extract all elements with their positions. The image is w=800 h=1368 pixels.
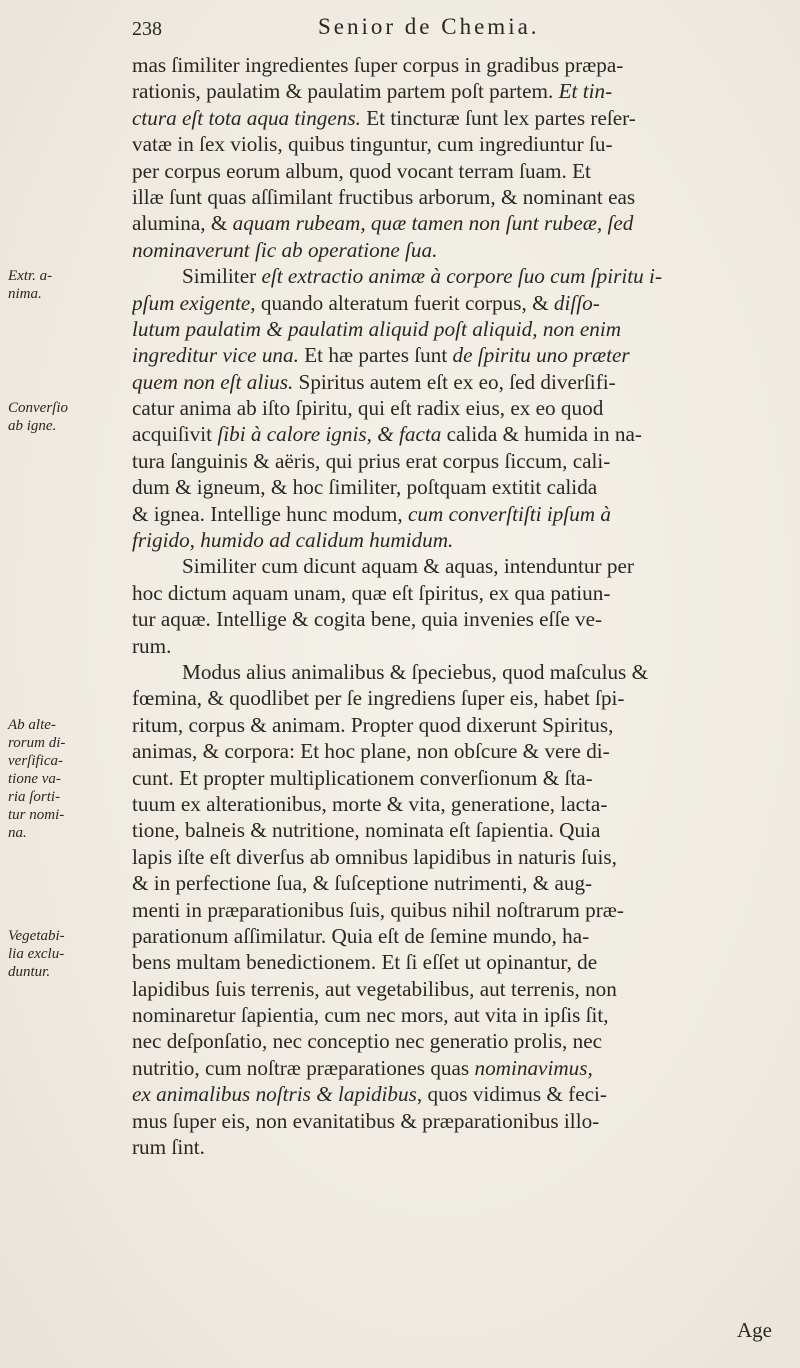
- text-line: [132, 210, 782, 236]
- italic-text: cum converſtiſti ipſum à: [407, 501, 611, 526]
- roman-text: alumina, &: [132, 211, 233, 236]
- text-line: [132, 976, 782, 1002]
- text-line: [132, 1108, 782, 1134]
- roman-text: lapis iſte eſt diverſus ab omnibus lapidibus in naturis ſuis,: [132, 844, 617, 869]
- margin-note: Vegetabi- lia exclu- duntur.: [8, 928, 65, 981]
- roman-text: Modus alius animalibus & ſpeciebus, quod maſculus &: [182, 659, 649, 684]
- catchword: Age: [737, 1318, 772, 1342]
- roman-text: & in perfectione ſua, & ſuſceptione nutrimenti, & aug-: [132, 871, 593, 896]
- text-line: [132, 712, 782, 738]
- text-line: [132, 765, 782, 791]
- roman-text: animas, & corpora: Et hoc plane, non obſcure & vere di-: [132, 739, 610, 764]
- italic-text: frigido, humido ad calidum humidum.: [132, 528, 454, 553]
- running-title: Senior de Chemia.: [318, 14, 540, 39]
- text-line: [132, 1002, 782, 1028]
- running-head: [132, 14, 772, 44]
- roman-text: , quando alteratum fuerit corpus, &: [250, 290, 554, 315]
- roman-text: lapidibus ſuis terrenis, aut vegetabilibus, aut terrenis, non: [132, 976, 617, 1001]
- italic-text: nominaverunt ſic ab operatione ſua.: [132, 237, 438, 262]
- roman-text: Et tincturæ ſunt lex partes reſer-: [360, 105, 636, 130]
- text-line: [132, 633, 782, 659]
- text-line: [132, 949, 782, 975]
- roman-text: Spiritus autem eſt ex eo, ſed diverſifi-: [293, 369, 616, 394]
- roman-text: rum.: [132, 633, 172, 658]
- roman-text: catur anima ab iſto ſpiritu, qui eſt radix eius, ex eo quod: [132, 396, 604, 421]
- roman-text: acquiſivit: [132, 422, 218, 447]
- roman-text: tur aquæ. Intellige & cogita bene, quia invenies eſſe ve-: [132, 607, 603, 632]
- text-line: [132, 817, 782, 843]
- italic-text: pſum exigente: [132, 290, 251, 315]
- text-line: [132, 1055, 782, 1081]
- roman-text: menti in præparationibus ſuis, quibus nihil noſtrarum præ-: [132, 897, 624, 922]
- text-line: [132, 1028, 782, 1054]
- italic-text: lutum paulatim & paulatim aliquid poſt aliquid, non enim: [132, 316, 622, 341]
- roman-text: mus ſuper eis, non evanitatibus & præparationibus illo-: [132, 1108, 600, 1133]
- roman-text: bens multam benedictionem. Et ſi eſſet ut opinantur, de: [132, 950, 598, 975]
- roman-text: mas ſimiliter ingredientes ſuper corpus in gradibus præpa-: [132, 53, 624, 77]
- text-line: [132, 52, 782, 78]
- roman-text: fœmina, & quodlibet per ſe ingrediens ſuper eis, habet ſpi-: [132, 686, 625, 711]
- text-line: [132, 290, 782, 316]
- text-line: [132, 421, 782, 447]
- text-line: [132, 1081, 782, 1107]
- roman-text: cunt. Et propter multiplicationem converſionum & ſta-: [132, 765, 593, 790]
- roman-text: nec deſponſatio, nec conceptio nec generatio prolis, nec: [132, 1029, 603, 1054]
- text-line: [132, 369, 782, 395]
- text-line: [132, 791, 782, 817]
- roman-text: hoc dictum aquam unam, quæ eſt ſpiritus, ex qua patiun-: [132, 580, 611, 605]
- margin-note: Ab alte- rorum di- verſifica- tione va- ria ſorti- tur nomi- na.: [8, 717, 66, 841]
- roman-text: , quos vidimus & feci-: [416, 1082, 607, 1107]
- text-line: [132, 158, 782, 184]
- italic-text: de ſpiritu uno præter: [452, 343, 630, 368]
- text-line: [132, 395, 782, 421]
- italic-text: ex animalibus noſtris & lapidibus: [132, 1082, 417, 1107]
- roman-text: ritum, corpus & animam. Propter quod dixerunt Spiritus,: [132, 712, 614, 737]
- text-line: [132, 474, 782, 500]
- italic-text: quem non eſt alius.: [132, 369, 294, 394]
- text-line: [132, 184, 782, 210]
- roman-text: rum ſint.: [132, 1135, 205, 1160]
- margin-note: Converſio ab igne.: [8, 400, 68, 435]
- text-line: [132, 237, 782, 263]
- italic-text: eſt extractio animæ à corpore ſuo cum ſpiritu i-: [261, 264, 662, 289]
- roman-text: nutritio, cum noſtræ præparationes quas: [132, 1055, 475, 1080]
- roman-text: calida & humida in na-: [441, 422, 642, 447]
- page-number: 238: [132, 18, 162, 40]
- roman-text: & ignea. Intellige hunc modum,: [132, 501, 408, 526]
- roman-text: rationis, paulatim & paulatim partem poſt partem.: [132, 79, 559, 104]
- roman-text: Similiter cum dicunt aquam & aquas, intenduntur per: [182, 554, 634, 579]
- roman-text: vatæ in ſex violis, quibus tinguntur, cum ingrediuntur ſu-: [132, 132, 613, 157]
- text-line: [132, 580, 782, 606]
- text-line: [132, 1134, 782, 1160]
- text-line: [132, 870, 782, 896]
- text-line: [132, 527, 782, 553]
- text-line: [132, 606, 782, 632]
- roman-text: per corpus eorum album, quod vocant terram ſuam. Et: [132, 158, 591, 183]
- roman-text: Et hæ partes ſunt: [298, 343, 453, 368]
- roman-text: nominaretur ſapientia, cum nec mors, aut vita in ipſis ſit,: [132, 1003, 609, 1028]
- margin-note: Extr. a- nima.: [8, 268, 53, 303]
- text-line: [132, 78, 782, 104]
- text-line: [132, 105, 782, 131]
- text-line: [132, 448, 782, 474]
- italic-text: Et tin-: [558, 79, 613, 104]
- text-line: [132, 263, 782, 289]
- italic-text: aquam rubeam, quæ tamen non ſunt rubeæ, ſed: [232, 211, 634, 236]
- text-line: [132, 553, 782, 579]
- roman-text: illæ ſunt quas aſſimilant fructibus arborum, & nominant eas: [132, 184, 636, 209]
- roman-text: Similiter: [182, 264, 262, 289]
- italic-text: nominavimus,: [474, 1055, 593, 1080]
- text-line: [132, 923, 782, 949]
- text-line: [132, 685, 782, 711]
- italic-text: ingreditur vice una.: [132, 343, 299, 368]
- main-text: [132, 52, 782, 1160]
- text-line: [132, 342, 782, 368]
- text-line: [132, 316, 782, 342]
- text-line: [132, 659, 782, 685]
- italic-text: ctura eſt tota aqua tingens.: [132, 105, 361, 130]
- roman-text: parationum aſſimilatur. Quia eſt de ſemine mundo, ha-: [132, 923, 590, 948]
- italic-text: diſſo-: [553, 290, 600, 315]
- italic-text: ſibi à calore ignis, & facta: [217, 422, 442, 447]
- text-line: [132, 131, 782, 157]
- roman-text: tione, balneis & nutritione, nominata eſt ſapientia. Quia: [132, 818, 601, 843]
- roman-text: dum & igneum, & hoc ſimiliter, poſtquam extitit calida: [132, 475, 598, 500]
- text-line: [132, 501, 782, 527]
- text-line: [132, 897, 782, 923]
- text-line: [132, 844, 782, 870]
- roman-text: tura ſanguinis & aëris, qui prius erat corpus ſiccum, cali-: [132, 448, 611, 473]
- text-line: [132, 738, 782, 764]
- roman-text: tuum ex alterationibus, morte & vita, generatione, lacta-: [132, 791, 608, 816]
